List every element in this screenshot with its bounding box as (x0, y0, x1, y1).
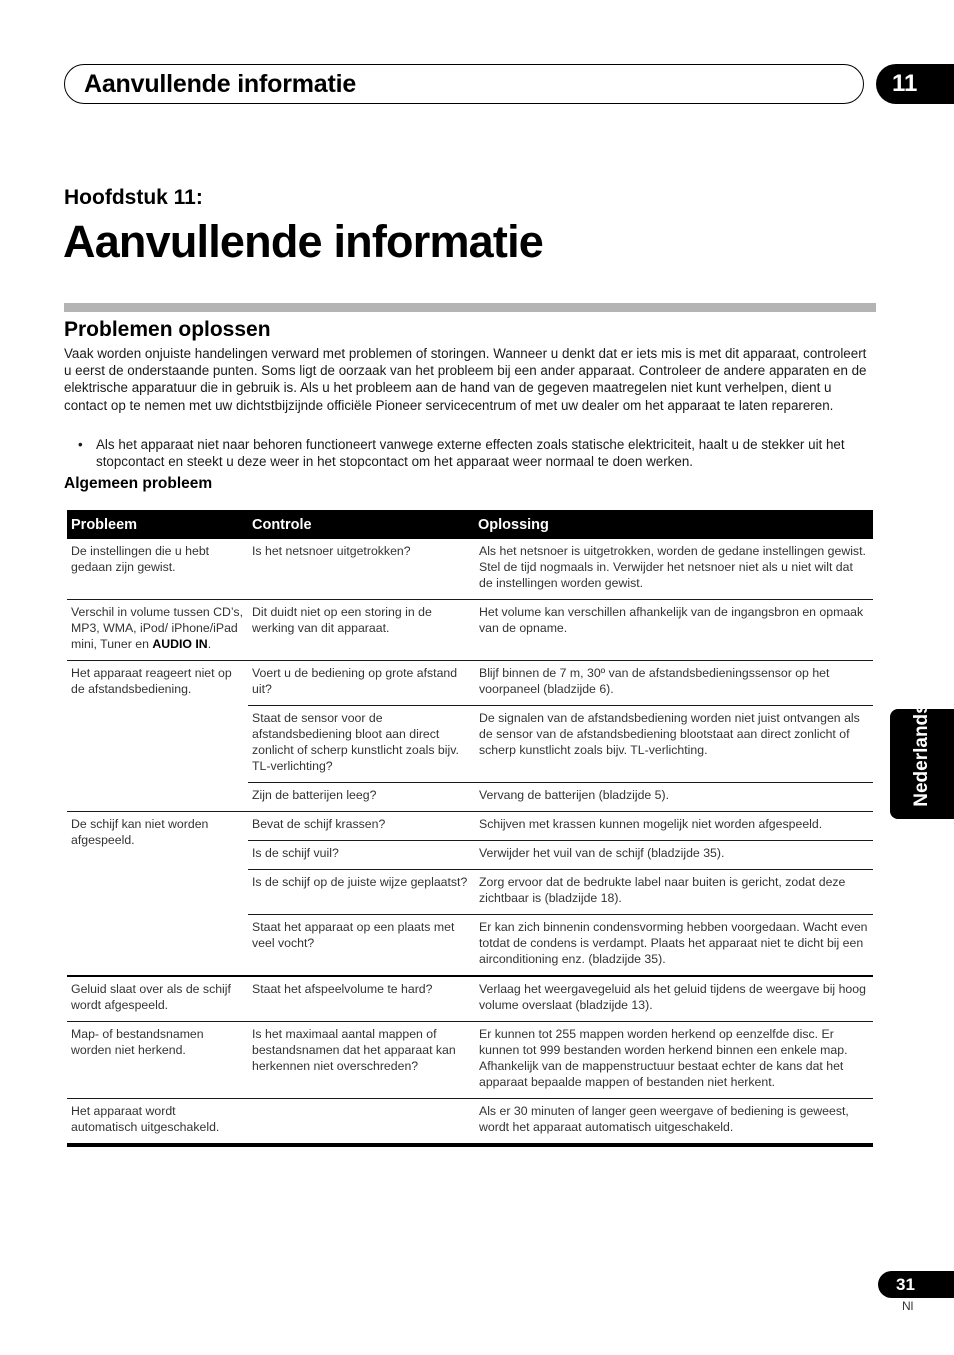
solution-cell: Schijven met krassen kunnen mogelijk niet worden afgespeeld. (479, 817, 823, 831)
problem-text: Verschil in volume tussen CD’s, MP3, WMA, iPod/ iPhone/iPad mini, Tuner en (71, 605, 244, 651)
problem-cell (67, 600, 248, 660)
solution-cell: De signalen van de afstandsbediening worden niet juist ontvangen als de sensor van de afstandsbediening blootstaat aan direct zonlicht of scherp kunstlicht zoals bijv. TL-verlichting. (479, 711, 860, 757)
problem-cell: Map- of bestandsnamen worden niet herkend. (71, 1027, 204, 1057)
check-cell: Bevat de schijf krassen? (252, 817, 386, 831)
check-cell (248, 1099, 474, 1143)
table-row (248, 840, 873, 869)
problem-cell: Geluid slaat over als de schijf wordt afgespeeld. (71, 982, 231, 1012)
language-tab-label: Nederlands (911, 703, 932, 807)
solution-cell: Zorg ervoor dat de bedrukte label naar buiten is gericht, zodat deze zichtbaar is (bladzijde 18). (479, 875, 846, 905)
table-row-group (67, 661, 873, 812)
section-divider (64, 303, 876, 312)
check-cell: Staat het apparaat op een plaats met veel vocht? (252, 920, 455, 950)
check-cell: Is de schijf vuil? (252, 846, 339, 860)
check-cell: Staat het afspeelvolume te hard? (252, 982, 433, 996)
solution-cell: Blijf binnen de 7 m, 30º van de afstandsbedieningssensor op het voorpaneel (bladzijde 6). (479, 666, 830, 696)
table-row (248, 539, 873, 599)
table-row (248, 661, 873, 705)
table-row-group (67, 1022, 873, 1099)
solution-cell: Verlaag het weergavegeluid als het geluid tijdens de weergave bij hoog volume overslaat (bladzijde 13). (479, 982, 866, 1012)
header-problem: Probleem (71, 516, 138, 533)
problem-tail: . (207, 637, 212, 651)
problem-bold-text: AUDIO IN (152, 637, 208, 651)
problem-cell: De schijf kan niet worden afgespeeld. (71, 817, 209, 847)
header-title: Aanvullende informatie (84, 70, 357, 98)
chapter-title: Aanvullende informatie (63, 216, 543, 267)
check-cell: Is de schijf op de juiste wijze geplaatst? (252, 875, 468, 889)
table-row-group (67, 600, 873, 661)
solution-cell: Er kunnen tot 255 mappen worden herkend op eenzelfde disc. Er kunnen tot 999 bestanden worden herkend binnen een enkele map. Afhankelijk van de mappenstructuur bestaat echter de kans dat het apparaat bepaalde mappen of bestanden niet herkent. (479, 1027, 848, 1089)
troubleshooting-table (67, 510, 873, 1147)
header-check: Controle (252, 516, 312, 533)
solution-cell: Verwijder het vuil van de schijf (bladzijde 35). (479, 846, 725, 860)
check-cell: Dit duidt niet op een storing in de werking van dit apparaat. (252, 605, 432, 635)
check-cell: Voert u de bediening op grote afstand uit? (252, 666, 458, 696)
solution-cell: Er kan zich binnenin condensvorming hebben voorgedaan. Wacht even totdat de condens is verdampt. Plaats het apparaat niet te dicht bij een airconditioning enz. (bladzijde 35). (479, 920, 868, 966)
solution-cell: Het volume kan verschillen afhankelijk van de ingangsbron en opmaak van de opname. (479, 605, 864, 635)
intro-paragraph: Vaak worden onjuiste handelingen verward met problemen of storingen. Wanneer u denkt dat er iets mis is met dit apparaat, controleert u eerst de onderstaande punten. Soms ligt de oorzaak van het probleem bij een ander apparaat. Controleer de andere apparaten en de elektrische apparatuur die in gebruik is. Als u het probleem aan de hand van de gegeven maatregelen niet kunt verhelpen, dient u contact op te nemen met uw dichtstbijzijnde officiële Pioneer servicecentrum of met uw dealer om het apparaat te laten repareren. (64, 346, 867, 413)
language-code: Nl (902, 1299, 914, 1313)
solution-cell: Als het netsnoer is uitgetrokken, worden de gedane instellingen gewist. Stel de tijd nogmaals in. Verwijder het netsnoer niet als u niet wilt dat de instellingen worden gewist. (479, 544, 866, 590)
header-solution: Oplossing (478, 516, 549, 533)
bullet-text: Als het apparaat niet naar behoren functioneert vanwege externe effecten zoals statische elektriciteit, haalt u de stekker uit het stopcontact en steekt u deze weer in het stopcontact om het apparaat weer normaal te doen werken. (96, 437, 845, 470)
table-row (248, 782, 873, 811)
table-header (67, 510, 873, 539)
problem-cell: Het apparaat reageert niet op de afstandsbediening. (71, 666, 232, 696)
table-row (248, 1022, 873, 1098)
table-row-group (67, 1099, 873, 1147)
solution-cell: Vervang de batterijen (bladzijde 5). (479, 788, 670, 802)
chapter-label: Hoofdstuk 11: (64, 186, 203, 209)
bullet-mark: • (78, 437, 83, 452)
subsection-title: Algemeen probleem (64, 475, 213, 492)
table-row-group (67, 812, 873, 977)
table-row-group (67, 539, 873, 600)
chapter-number-badge: 11 (876, 64, 954, 104)
table-row (248, 869, 873, 914)
table-row-group (67, 977, 873, 1022)
section-title: Problemen oplossen (64, 318, 271, 341)
solution-cell: Als er 30 minuten of langer geen weergave of bediening is geweest, wordt het apparaat automatisch uitgeschakeld. (479, 1104, 849, 1134)
bullet-item (78, 436, 878, 470)
check-cell: Staat de sensor voor de afstandsbediening bloot aan direct zonlicht of scherp kunstlicht zoals bijv. TL-verlichting? (252, 711, 459, 773)
check-cell: Zijn de batterijen leeg? (252, 788, 377, 802)
table-row (248, 812, 873, 840)
table-row (248, 914, 873, 975)
problem-cell: De instellingen die u hebt gedaan zijn gewist. (71, 544, 210, 574)
check-cell: Is het maximaal aantal mappen of bestandsnamen dat het apparaat kan herkennen niet overschreden? (252, 1027, 456, 1073)
table-row (248, 977, 873, 1021)
table-row (248, 705, 873, 782)
page-number: 31 (878, 1271, 954, 1298)
check-cell: Is het netsnoer uitgetrokken? (252, 544, 411, 558)
problem-cell: Het apparaat wordt automatisch uitgeschakeld. (71, 1104, 220, 1134)
table-row (248, 600, 873, 644)
table-row (248, 1099, 873, 1143)
